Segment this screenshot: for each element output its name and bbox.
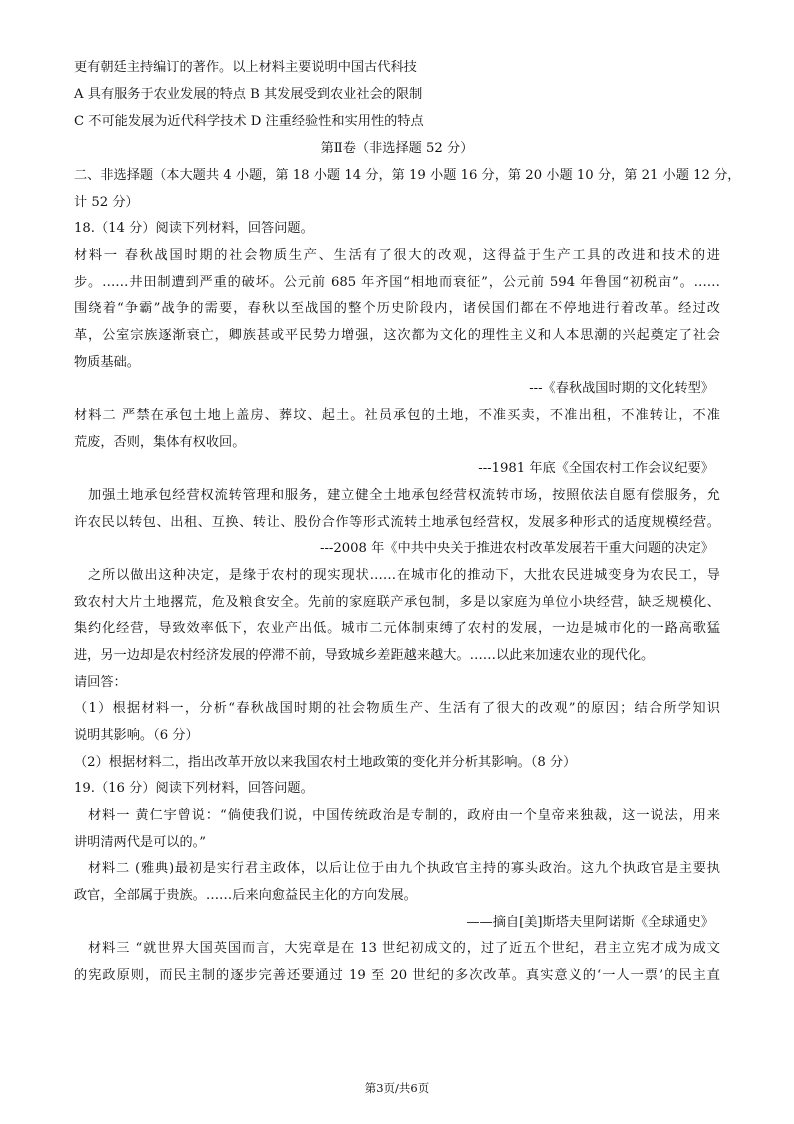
material-text: 材料三 “就世界大国英国而言，大宪章是在 13 世纪初成文的，过了近五个世纪，君主立宪才成为成文 [88,941,720,956]
material-text: 许农民以转包、出租、互换、转让、股份合作等形式流转土地承包经营权，发展多种形式的适度规模经营。 [74,515,720,530]
page-number: 第3页/共6页 [364,1081,430,1095]
material-source: ---《春秋战国时期的文化转型》 [529,381,714,396]
section-title: 第Ⅱ卷（非选择题 52 分） [320,141,474,156]
material-text: 致农村大片土地撂荒，危及粮食安全。先前的家庭联产承包制，多是以家庭为单位小块经营，缺乏规模化、 [74,595,720,610]
option-line: C 不可能发展为近代科学技术 D 注重经验性和实用性的特点 [74,114,424,129]
question-prompt: 请回答： [74,675,127,690]
material-text: 集约化经营，导致效率低下，农业产出低。城市二元体制束缚了农村的发展，一边是城市化的一路高歌猛 [74,621,720,636]
section-intro: 计 52 分） [74,195,139,210]
material-text: 材料一 黄仁宇曾说：“倘使我们说，中国传统政治是专制的，政府由一个皇帝来独裁，这一说法，用来 [88,808,720,823]
question-heading: 19.（16 分）阅读下列材料，回答问题。 [74,781,314,796]
sub-question: 说明其影响。（6 分） [74,728,199,743]
material-text: 材料二 严禁在承包土地上盖房、葬坟、起土。社员承包的土地，不准买卖，不准出租，不准转让，不准 [74,408,720,423]
material-source: ---1981 年底《全国农村工作会议纪要》 [478,461,714,476]
material-source: ---2008 年《中共中央关于推进农村改革发展若干重大问题的决定》 [320,541,714,556]
section-intro: 二、非选择题（本大题共 4 小题，第 18 小题 14 分，第 19 小题 16 分，第 20 小题 10 分，第 21 小题 12 分， [74,168,741,183]
material-text: 的宪政原则，而民主制的逐步完善还要通过 19 至 20 世纪的多次改革。真实意义的‘一人一票’的民主直 [74,968,720,983]
material-text: 加强土地承包经营权流转管理和服务，建立健全土地承包经营权流转市场，按照依法自愿有偿服务，允 [88,488,720,503]
material-source: ——摘自[美]斯塔夫里阿诺斯《全球通史》 [466,915,714,930]
option-line: A 具有服务于农业发展的特点 B 其发展受到农业社会的限制 [74,87,423,102]
sub-question: （1）根据材料一，分析“春秋战国时期的社会物质生产、生活有了很大的改观”的原因；结合所学知识 [74,701,720,716]
material-text: 步。……井田制遭到严重的破坏。公元前 685 年齐国“相地而衰征”，公元前 594 年鲁国“初税亩”。…… [74,275,720,290]
material-text: 荒废，否则，集体有权收回。 [74,435,246,450]
material-text: 政官，全部属于贵族。……后来向愈益民主化的方向发展。 [74,888,417,903]
material-text: 之所以做出这种决定，是缘于农村的现实现状……在城市化的推动下，大批农民进城变身为农民工，导 [88,568,720,583]
material-text: 材料一 春秋战国时期的社会物质生产、生活有了很大的改观，这得益于生产工具的改进和技术的进 [74,248,720,263]
sub-question: （2）根据材料二，指出改革开放以来我国农村土地政策的变化并分析其影响。（8 分） [74,755,577,770]
material-text: 讲明清两代是可以的。” [74,835,207,850]
text-line: 更有朝廷主持编订的著作。以上材料主要说明中国古代科技 [74,60,417,75]
material-text: 材料二 (雅典)最初是实行君主政体，以后让位于由九个执政官主持的寡头政治。这九个执政官是主要执 [88,861,720,876]
material-text: 围绕着“争霸”战争的需要，春秋以至战国的整个历史阶段内，诸侯国们都在不停地进行着改革。经过改 [74,301,720,316]
material-text: 进，另一边却是农村经济发展的停滞不前，导致城乡差距越来越大。……以此来加速农业的现代化。 [74,648,655,663]
question-heading: 18.（14 分）阅读下列材料，回答问题。 [74,221,314,236]
material-text: 物质基础。 [74,355,140,370]
material-text: 革，公室宗族逐渐衰亡，卿族甚或平民势力增强，这次都为文化的理性主义和人本思潮的兴起奠定了社会 [74,328,720,343]
